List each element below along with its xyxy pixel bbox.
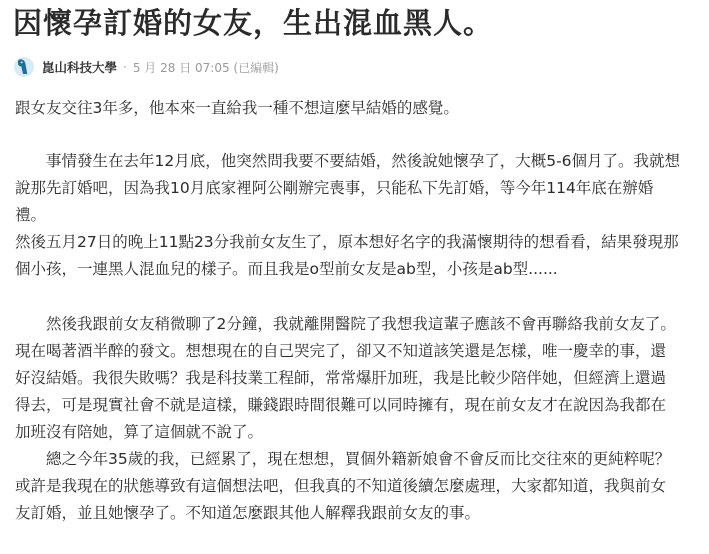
post-line: 事情發生在去年12月底，他突然問我要不要結婚，然後說她懷孕了，大概5-6個月了。我就想 bbox=[15, 152, 681, 170]
post-body bbox=[15, 95, 705, 527]
meta-separator: · bbox=[123, 60, 127, 74]
post-line: 得去，可是現實社會不就是這樣，賺錢跟時間很難可以同時擁有，現在前女友才在說因為我都在 bbox=[15, 396, 667, 414]
post-meta bbox=[14, 55, 279, 79]
post-line: 好沒結婚。我很失敗嗎？我是科技業工程師，常常爆肝加班，我是比較少陪伴她，但經濟上還過 bbox=[15, 369, 667, 387]
post-line: 禮。 bbox=[15, 206, 47, 224]
post-timestamp: 5 月 28 日 07:05 (已編輯) bbox=[132, 60, 279, 75]
post-line: 友訂婚，並且她懷孕了。不知道怎麼跟其他人解釋我跟前女友的事。 bbox=[15, 504, 481, 522]
post-line: 或許是我現在的狀態導致有這個想法吧，但我真的不知道後續怎麼處理，大家都知道，我與前女 bbox=[15, 477, 667, 495]
author-school[interactable]: 崑山科技大學 bbox=[42, 60, 118, 75]
post-line: 說那先訂婚吧，因為我10月底家裡阿公剛辦完喪事，只能私下先訂婚，等今年114年底在辦婚 bbox=[15, 179, 654, 197]
post-title: 因懷孕訂婚的女友，生出混血黑人。 bbox=[13, 6, 494, 40]
post-line: 跟女友交往3年多，他本來一直給我一種不想這麼早結婚的感覺。 bbox=[15, 99, 459, 117]
post-line: 然後五月27日的晚上11點23分我前女友生了，原本想好名字的我滿懷期待的想看看，結果發現那 bbox=[15, 233, 679, 251]
post-line: 加班沒有陪她，算了這個就不說了。 bbox=[15, 423, 264, 441]
post-line: 個小孩，一連黑人混血兒的樣子。而且我是o型前女友是ab型，小孩是ab型...... bbox=[15, 260, 558, 278]
post-line: 總之今年35歲的我，已經累了，現在想想，買個外籍新娘會不會反而比交往來的更純粹呢？ bbox=[15, 450, 671, 468]
post-line: 然後我跟前女友稍微聊了2分鐘，我就離開醫院了我想我這輩子應該不會再聯絡我前女友了。 bbox=[15, 315, 676, 333]
user-avatar-icon[interactable] bbox=[14, 57, 34, 77]
post-line: 現在喝著酒半醉的發文。想想現在的自己哭完了，卻又不知道該笑還是怎樣，唯一慶幸的事，還 bbox=[15, 342, 667, 360]
